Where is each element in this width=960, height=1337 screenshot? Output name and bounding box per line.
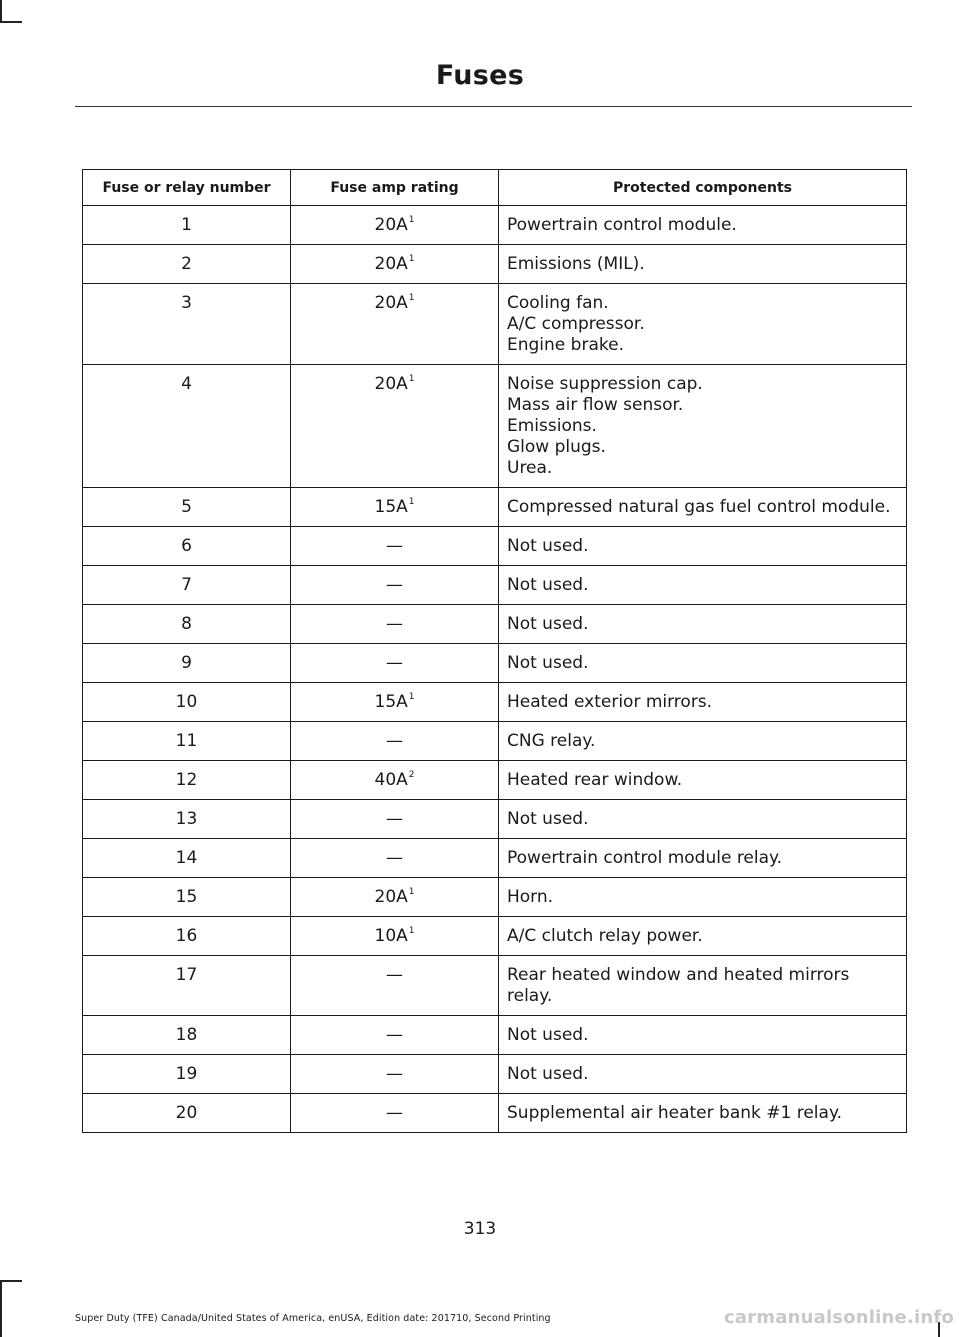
protected-component: Emissions.	[507, 416, 597, 436]
fuse-number-cell: 6	[83, 527, 291, 566]
amp-rating-value: —	[386, 965, 403, 985]
table-row	[83, 245, 907, 284]
table-row	[83, 917, 907, 956]
amp-rating-value: —	[386, 614, 403, 634]
protected-component: CNG relay.	[507, 731, 596, 751]
amp-rating-cell	[291, 284, 499, 365]
amp-rating-cell	[291, 488, 499, 527]
amp-rating-value: —	[386, 1103, 403, 1123]
protected-components-cell	[499, 566, 907, 605]
amp-rating-value: 20A	[374, 374, 408, 394]
fuse-number-cell: 5	[83, 488, 291, 527]
protected-component: Not used.	[507, 653, 589, 673]
protected-component: Cooling fan.	[507, 293, 609, 313]
protected-component: A/C clutch relay power.	[507, 926, 703, 946]
protected-component: Mass air flow sensor.	[507, 395, 684, 415]
protected-components-cell	[499, 1016, 907, 1055]
amp-rating-cell	[291, 761, 499, 800]
amp-rating-value: —	[386, 1064, 403, 1084]
fuse-number-cell: 20	[83, 1094, 291, 1133]
protected-component: Powertrain control module.	[507, 215, 737, 235]
amp-rating-cell	[291, 1055, 499, 1094]
protected-components-cell	[499, 527, 907, 566]
amp-rating-cell	[291, 644, 499, 683]
fuse-number-cell: 3	[83, 284, 291, 365]
amp-rating-value: 10A	[374, 926, 408, 946]
table-row	[83, 284, 907, 365]
protected-component: Powertrain control module relay.	[507, 848, 783, 868]
amp-rating-cell	[291, 839, 499, 878]
amp-rating-cell	[291, 956, 499, 1016]
table-row	[83, 722, 907, 761]
fuse-number-cell: 2	[83, 245, 291, 284]
fuse-number-cell: 8	[83, 605, 291, 644]
protected-component: Rear heated window and heated mirrors relay.	[507, 965, 850, 1006]
amp-rating-value: —	[386, 653, 403, 673]
amp-rating-value: 40A	[374, 770, 408, 790]
amp-rating-value: 20A	[374, 293, 408, 313]
fuse-number-cell: 16	[83, 917, 291, 956]
amp-rating-value: —	[386, 575, 403, 595]
protected-component: Not used.	[507, 575, 589, 595]
fuse-number-cell: 11	[83, 722, 291, 761]
amp-rating-cell	[291, 1016, 499, 1055]
protected-components-cell	[499, 206, 907, 245]
protected-components-cell	[499, 1055, 907, 1094]
table-row	[83, 605, 907, 644]
table-row	[83, 206, 907, 245]
amp-rating-value: 15A	[374, 497, 408, 517]
fuse-number-cell: 17	[83, 956, 291, 1016]
fuse-number-cell: 9	[83, 644, 291, 683]
crop-mark-bottom-left-h	[0, 1280, 22, 1282]
table-row	[83, 488, 907, 527]
table-row	[83, 683, 907, 722]
amp-rating-value: —	[386, 731, 403, 751]
protected-components-cell	[499, 917, 907, 956]
table-row	[83, 644, 907, 683]
amp-rating-value: —	[386, 536, 403, 556]
protected-components-cell	[499, 722, 907, 761]
protected-components-cell	[499, 1094, 907, 1133]
protected-component: A/C compressor.	[507, 314, 645, 334]
footnote-marker: 1	[408, 374, 415, 384]
footnote-marker: 2	[408, 770, 415, 780]
footnote-marker: 1	[408, 692, 415, 702]
fuse-number-cell: 12	[83, 761, 291, 800]
footnote-marker: 1	[408, 887, 415, 897]
fuse-number-cell: 7	[83, 566, 291, 605]
protected-components-cell	[499, 284, 907, 365]
amp-rating-cell	[291, 206, 499, 245]
table-row	[83, 839, 907, 878]
protected-component: Urea.	[507, 458, 553, 478]
fuse-number-cell: 10	[83, 683, 291, 722]
protected-component: Engine brake.	[507, 335, 624, 355]
title-divider	[75, 106, 912, 107]
fuse-number-cell: 18	[83, 1016, 291, 1055]
footnote-marker: 1	[408, 497, 415, 507]
amp-rating-cell	[291, 722, 499, 761]
fuse-number-cell: 4	[83, 365, 291, 488]
fuse-number-cell: 14	[83, 839, 291, 878]
table-row	[83, 800, 907, 839]
column-header-protected-components: Protected components	[499, 170, 907, 206]
table-row	[83, 761, 907, 800]
crop-mark-top-left-h	[0, 21, 22, 23]
amp-rating-cell	[291, 605, 499, 644]
amp-rating-value: —	[386, 848, 403, 868]
protected-component: Noise suppression cap.	[507, 374, 703, 394]
table-row	[83, 1016, 907, 1055]
table-row	[83, 527, 907, 566]
amp-rating-cell	[291, 683, 499, 722]
protected-component: Heated exterior mirrors.	[507, 692, 713, 712]
protected-component: Not used.	[507, 1064, 589, 1084]
amp-rating-cell	[291, 800, 499, 839]
protected-components-cell	[499, 956, 907, 1016]
fuse-number-cell: 19	[83, 1055, 291, 1094]
table-row	[83, 365, 907, 488]
protected-components-cell	[499, 488, 907, 527]
footnote-marker: 1	[408, 254, 415, 264]
amp-rating-value: 15A	[374, 692, 408, 712]
protected-components-cell	[499, 365, 907, 488]
protected-component: Not used.	[507, 614, 589, 634]
protected-component: Not used.	[507, 1025, 589, 1045]
amp-rating-value: 20A	[374, 887, 408, 907]
amp-rating-cell	[291, 566, 499, 605]
fuse-number-cell: 1	[83, 206, 291, 245]
amp-rating-cell	[291, 878, 499, 917]
footnote-marker: 1	[408, 215, 415, 225]
protected-components-cell	[499, 644, 907, 683]
amp-rating-value: 20A	[374, 254, 408, 274]
amp-rating-cell	[291, 1094, 499, 1133]
column-header-amp-rating: Fuse amp rating	[291, 170, 499, 206]
footnote-marker: 1	[408, 926, 415, 936]
protected-component: Heated rear window.	[507, 770, 683, 790]
page-title: Fuses	[435, 60, 525, 91]
edition-footer: Super Duty (TFE) Canada/United States of America, enUSA, Edition date: 201710, Second Printing	[75, 1313, 551, 1324]
table-row	[83, 1094, 907, 1133]
amp-rating-value: —	[386, 1025, 403, 1045]
protected-component: Emissions (MIL).	[507, 254, 645, 274]
fuse-number-cell: 15	[83, 878, 291, 917]
table-row	[83, 566, 907, 605]
amp-rating-cell	[291, 917, 499, 956]
protected-component: Horn.	[507, 887, 554, 907]
site-watermark: carmanualsonline.info	[723, 1307, 954, 1328]
amp-rating-cell	[291, 245, 499, 284]
amp-rating-value: —	[386, 809, 403, 829]
column-header-fuse-number: Fuse or relay number	[83, 170, 291, 206]
protected-components-cell	[499, 761, 907, 800]
amp-rating-cell	[291, 365, 499, 488]
table-row	[83, 878, 907, 917]
crop-mark-bottom-left-v	[0, 1280, 2, 1337]
table-row	[83, 956, 907, 1016]
table-header-row	[83, 170, 907, 206]
protected-component: Compressed natural gas fuel control module.	[507, 497, 891, 517]
protected-component: Not used.	[507, 536, 589, 556]
crop-mark-top-left-v	[0, 0, 2, 22]
protected-components-cell	[499, 245, 907, 284]
footnote-marker: 1	[408, 293, 415, 303]
fuse-number-cell: 13	[83, 800, 291, 839]
protected-components-cell	[499, 683, 907, 722]
protected-components-cell	[499, 878, 907, 917]
amp-rating-value: 20A	[374, 215, 408, 235]
protected-component: Glow plugs.	[507, 437, 606, 457]
fuse-table	[82, 169, 907, 1133]
protected-component: Not used.	[507, 809, 589, 829]
table-row	[83, 1055, 907, 1094]
protected-components-cell	[499, 800, 907, 839]
protected-components-cell	[499, 839, 907, 878]
protected-component: Supplemental air heater bank #1 relay.	[507, 1103, 842, 1123]
fuse-table-body	[83, 206, 907, 1133]
amp-rating-cell	[291, 527, 499, 566]
page-number: 313	[463, 1219, 497, 1239]
protected-components-cell	[499, 605, 907, 644]
